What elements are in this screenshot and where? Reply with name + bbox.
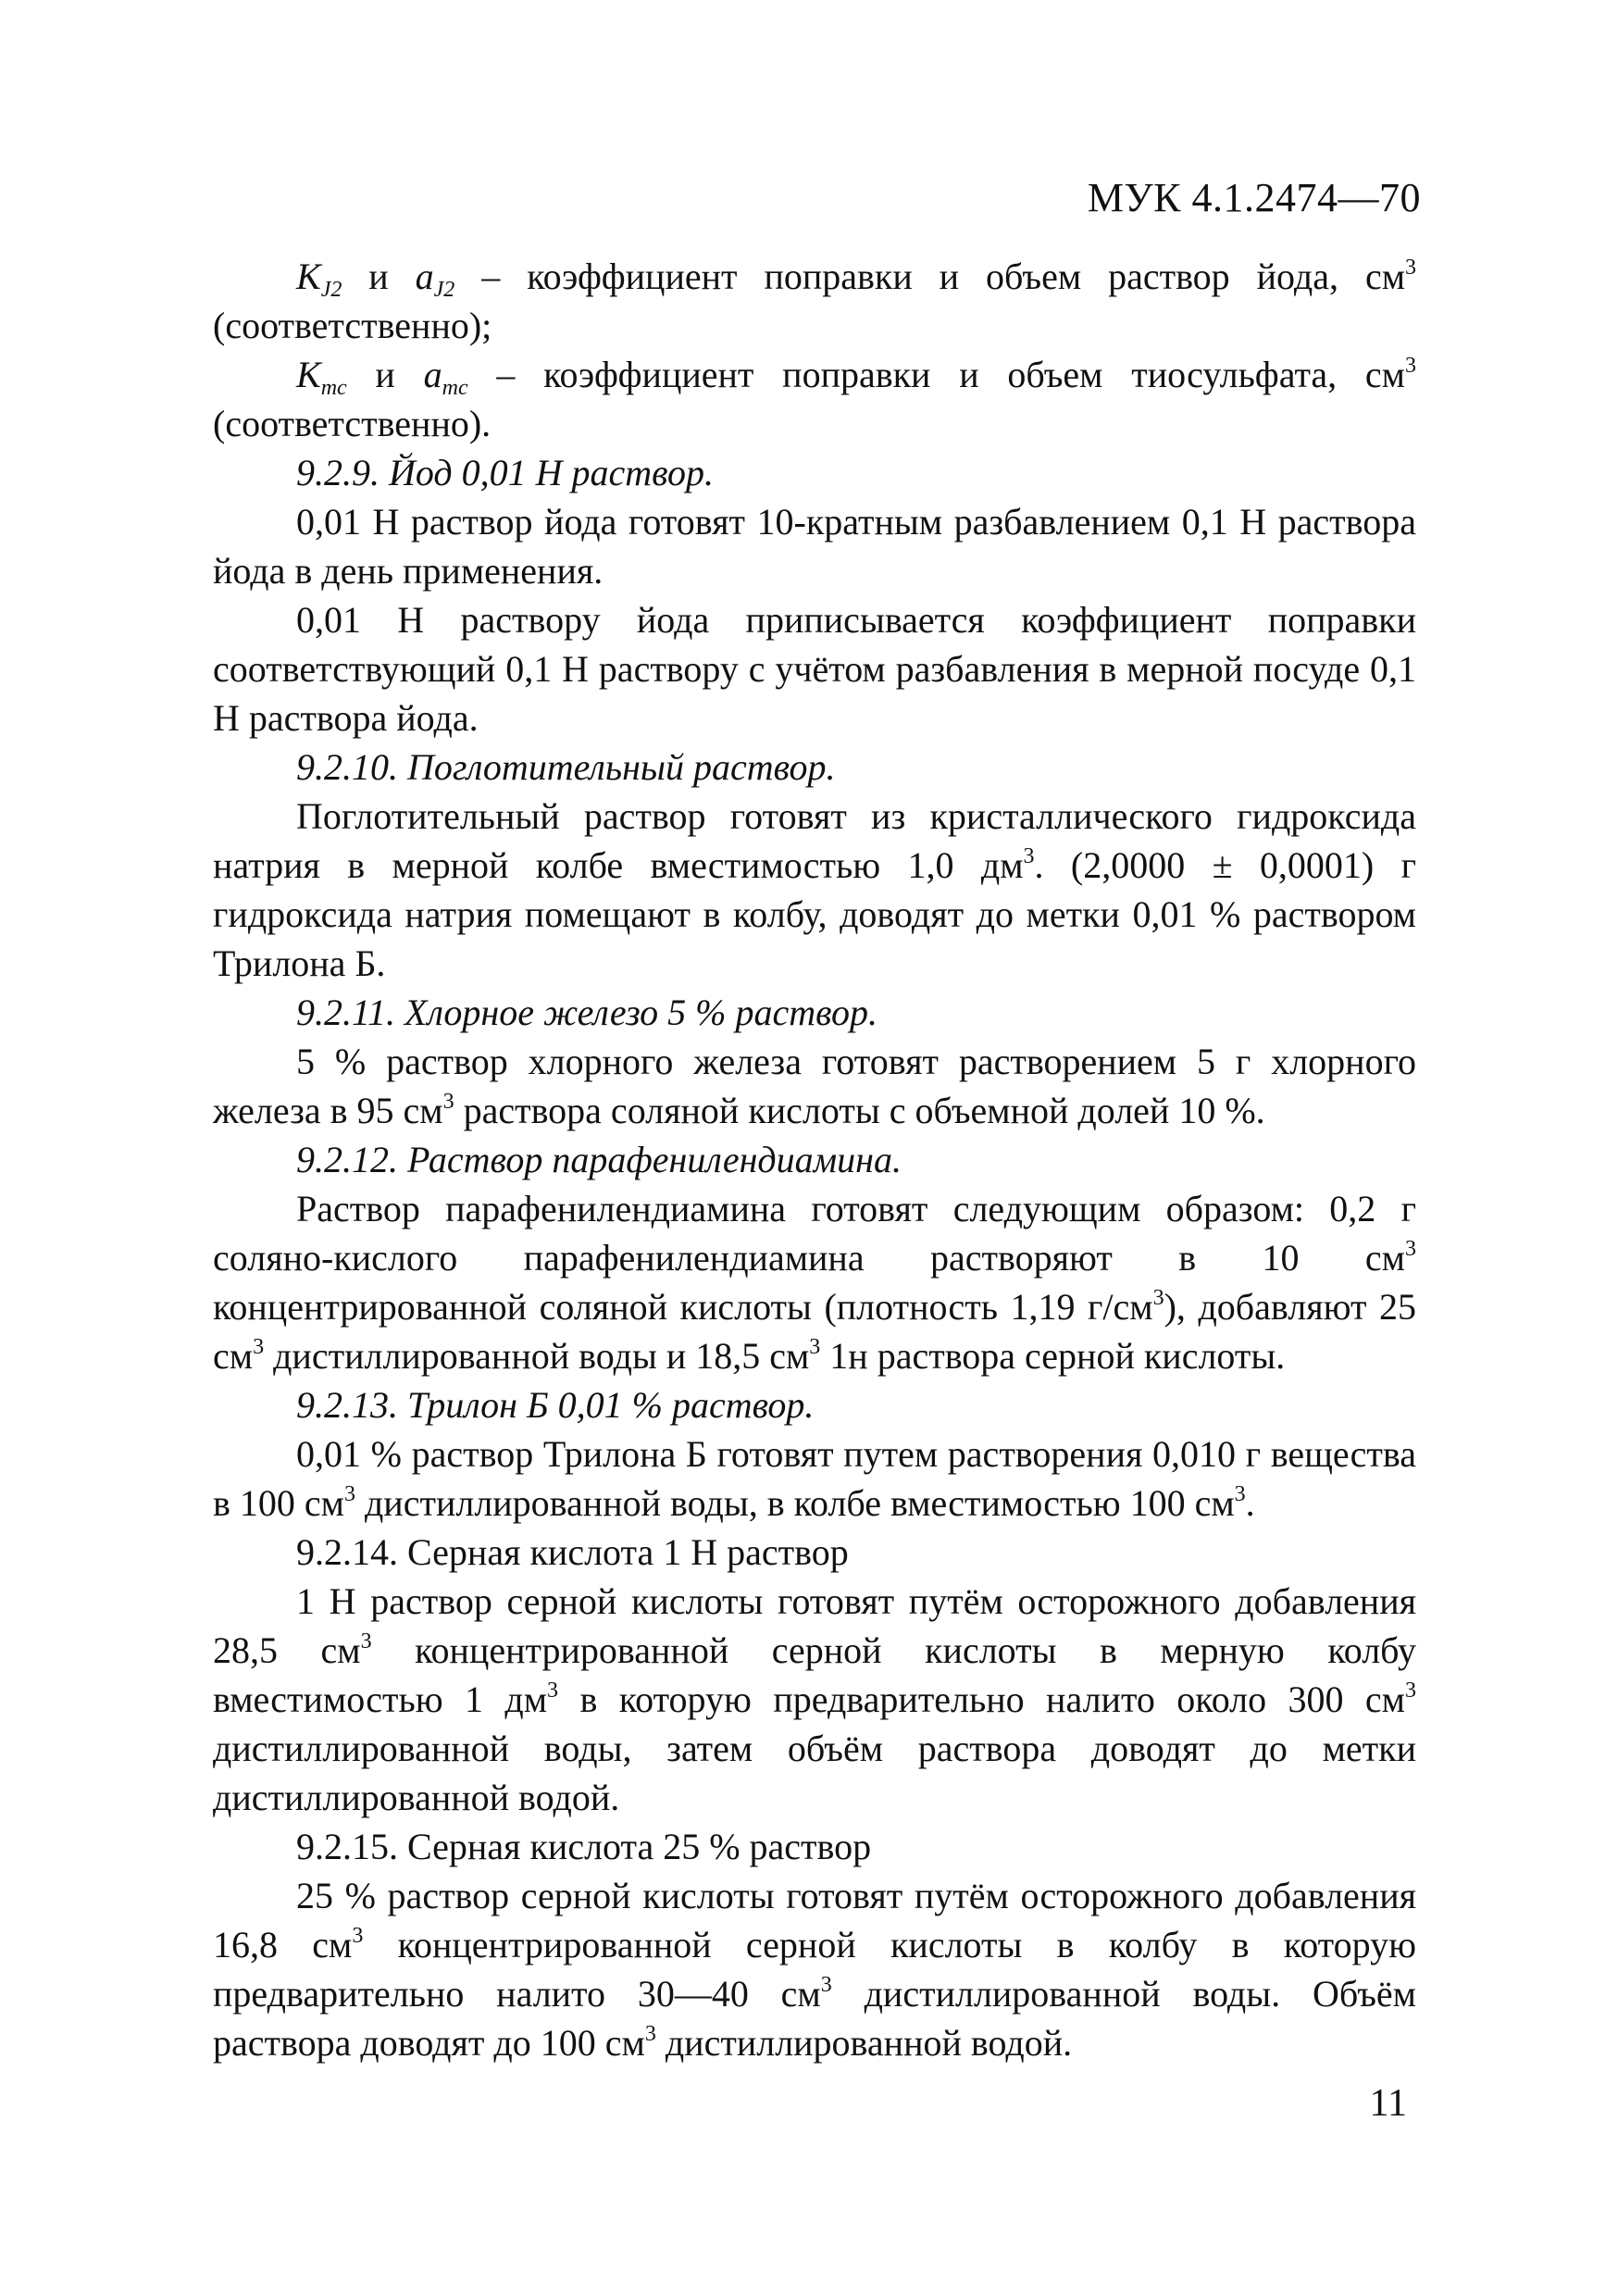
section-heading-9-2-10: 9.2.10. Поглотительный раствор. [296,746,836,788]
symbol-a: a [423,354,442,395]
text-run: концентрированной серной кислоты в колбу в которую предварительно налито 30—40 см [213,1924,1416,2015]
text-run: дистиллированной воды, затем объём раствора доводят до метки дистиллированной водой. [213,1728,1416,1818]
text-run: концентрированной серной кислоты в мерную колбу вместимостью 1 дм [213,1629,1416,1720]
subscript: mc [320,376,347,400]
section-heading-9-2-14: 9.2.14. Серная кислота 1 Н раствор [296,1531,849,1573]
paragraph [213,1184,1416,1380]
superscript: 3 [1405,1678,1416,1703]
superscript: 3 [1405,354,1416,378]
superscript: 3 [442,1090,454,1114]
section-heading-9-2-11: 9.2.11. Хлорное железо 5 % раствор. [296,992,877,1033]
text-run: дистиллированной воды и 18,5 см [264,1335,810,1377]
text-run: ), добавляют 25 см [213,1286,1416,1377]
symbol-k: K [296,354,321,395]
superscript: 3 [644,2022,656,2046]
superscript: 3 [809,1335,821,1359]
text-run: 25 % раствор серной кислоты готовят путём осторожного добавления 16,8 см [213,1875,1416,1965]
paragraph [213,1429,1416,1528]
paragraph [213,792,1416,988]
paragraph [213,1871,1416,2067]
definition-text: – коэффициент поправки и объем тиосульфата, см [467,354,1405,395]
text-run: Поглотительный раствор готовят из кристаллического гидроксида натрия в мерной колбе вместимостью 1,0 дм [213,795,1416,886]
paragraph: 0,01 Н раствору йода приписывается коэффициент поправки соответствующий 0,1 Н раствору с учётом разбавления в мерной посуде 0,1 Н раствора йода. [213,599,1416,739]
conjunction: и [346,354,424,395]
subscript: J2 [433,278,455,302]
paragraph [213,1037,1416,1135]
section-heading-9-2-13: 9.2.13. Трилон Б 0,01 % раствор. [296,1384,815,1426]
text-run: концентрированной соляной кислоты (плотность 1,19 г/см [213,1286,1153,1328]
section-heading-9-2-12: 9.2.12. Раствор парафенилендиамина. [296,1139,902,1180]
text-run: в которую предварительно налито около 300 см [558,1678,1405,1720]
section-heading-9-2-9: 9.2.9. Йод 0,01 Н раствор. [296,452,714,493]
superscript: 3 [1152,1286,1164,1310]
section-heading-9-2-15: 9.2.15. Серная кислота 25 % раствор [296,1826,872,1867]
document-code: МУК 4.1.2474—70 [1087,175,1421,220]
text-run: 1н раствора серной кислоты. [820,1335,1286,1377]
superscript: 3 [1234,1482,1246,1506]
paragraph [213,1577,1416,1822]
superscript: 3 [1405,256,1417,280]
superscript: 3 [1023,844,1035,868]
superscript: 3 [360,1629,372,1653]
document-body [213,252,1416,2067]
subscript: J2 [320,278,342,302]
definition-text: (соответственно); [213,305,492,346]
superscript: 3 [1405,1237,1416,1261]
text-run: Раствор парафенилендиамина готовят следующим образом: 0,2 г соляно-кислого парафенилендиамина растворяют в 10 см [213,1188,1416,1279]
superscript: 3 [253,1335,265,1359]
symbol-k: K [296,256,321,297]
page-number: 11 [1369,2082,1407,2125]
text-run: 1 Н раствор серной кислоты готовят путём осторожного добавления 28,5 см [213,1580,1416,1671]
definition-thiosulfate [213,350,1416,448]
text-run: дистиллированной воды. Объём раствора доводят до 100 см [213,1973,1416,2064]
definition-iodine [213,252,1416,350]
subscript: mc [442,376,468,400]
text-run: раствора соляной кислоты с объемной долей 10 %. [454,1090,1265,1131]
paragraph: 0,01 Н раствор йода готовят 10-кратным разбавлением 0,1 Н раствора йода в день применения. [213,501,1416,592]
superscript: 3 [343,1482,355,1506]
symbol-a: a [415,256,434,297]
text-run: . [1245,1482,1255,1524]
text-run: 0,01 % раствор Трилона Б готовят путем растворения 0,010 г вещества в 100 см [213,1433,1416,1524]
text-run: дистиллированной водой. [655,2022,1073,2064]
superscript: 3 [547,1678,559,1703]
text-run: 5 % раствор хлорного железа готовят растворением 5 г хлорного железа в 95 см [213,1041,1416,1131]
definition-text: (соответственно). [213,403,492,444]
conjunction: и [342,256,416,297]
text-run: . (2,0000 ± 0,0001) г гидроксида натрия помещают в колбу, доводят до метки 0,01 % раствором Трилона Б. [213,844,1416,984]
superscript: 3 [352,1924,364,1948]
definition-text: – коэффициент поправки и объем раствор йода, см [454,256,1406,297]
text-run: дистиллированной воды, в колбе вместимостью 100 см [355,1482,1235,1524]
superscript: 3 [820,1973,832,1997]
